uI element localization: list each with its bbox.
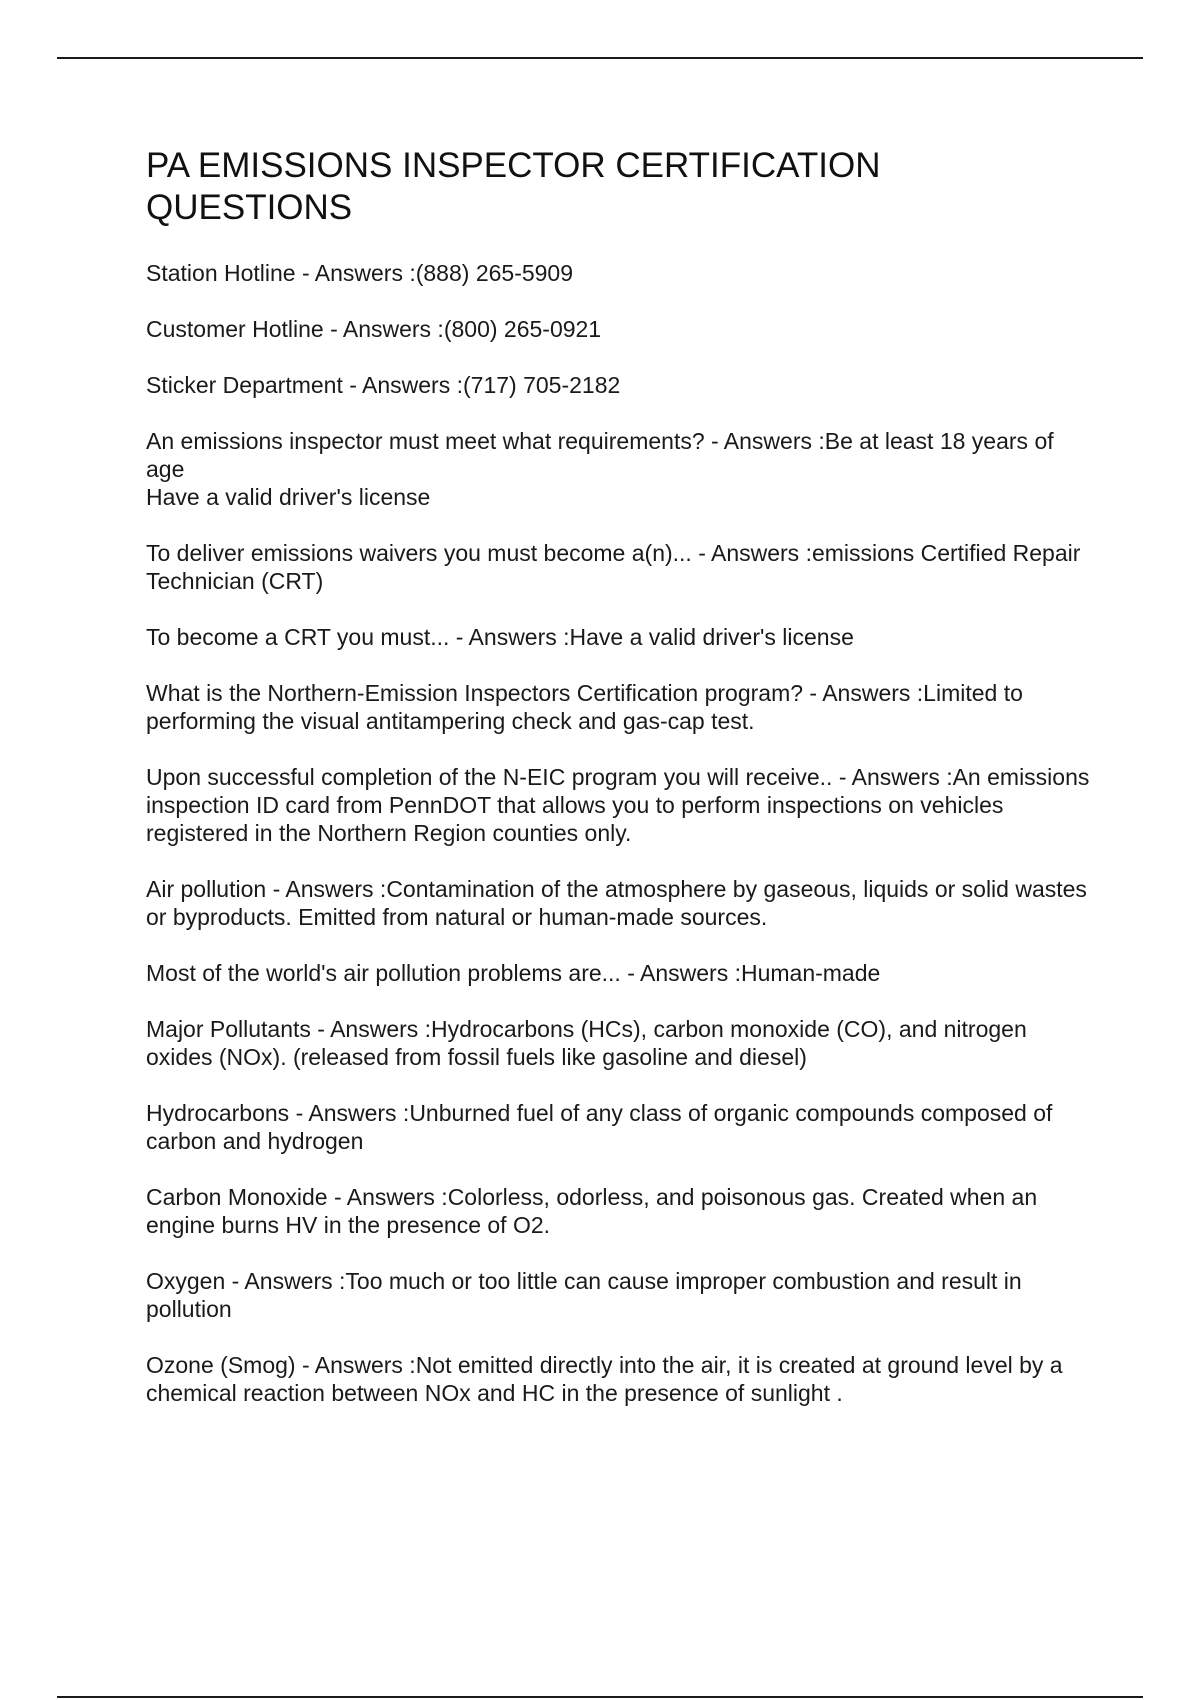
qa-item: What is the Northern-Emission Inspectors Certification program? - Answers :Limited to performing the visual antitampering check and gas-cap test. bbox=[146, 680, 1023, 734]
qa-item: Upon successful completion of the N-EIC program you will receive.. - Answers :An emissions inspection ID card from PennDOT that allows you to perform inspections on vehicles registered in the Northern Region counties only. bbox=[146, 764, 1090, 846]
qa-item: Hydrocarbons - Answers :Unburned fuel of any class of organic compounds composed of carbon and hydrogen bbox=[146, 1100, 1053, 1154]
bottom-rule bbox=[57, 1696, 1143, 1698]
qa-list bbox=[146, 259, 1092, 1407]
page-title: PA EMISSIONS INSPECTOR CERTIFICATION QUESTIONS bbox=[146, 146, 881, 227]
qa-item: Station Hotline - Answers :(888) 265-5909 bbox=[146, 260, 574, 286]
qa-item: To become a CRT you must... - Answers :Have a valid driver's license bbox=[146, 624, 854, 650]
qa-item: An emissions inspector must meet what requirements? - Answers :Be at least 18 years of age Have a valid driver's license bbox=[146, 428, 1054, 510]
qa-item: Sticker Department - Answers :(717) 705-2182 bbox=[146, 372, 621, 398]
qa-item: Major Pollutants - Answers :Hydrocarbons (HCs), carbon monoxide (CO), and nitrogen oxides (NOx). (released from fossil fuels like gasoline and diesel) bbox=[146, 1016, 1027, 1070]
document-body bbox=[146, 145, 1092, 1435]
top-rule bbox=[57, 57, 1143, 59]
qa-item: Oxygen - Answers :Too much or too little can cause improper combustion and result in pollution bbox=[146, 1268, 1022, 1322]
qa-item: Customer Hotline - Answers :(800) 265-0921 bbox=[146, 316, 602, 342]
qa-item: Most of the world's air pollution problems are... - Answers :Human-made bbox=[146, 960, 881, 986]
qa-item: Carbon Monoxide - Answers :Colorless, odorless, and poisonous gas. Created when an engine burns HV in the presence of O2. bbox=[146, 1184, 1038, 1238]
qa-item: Ozone (Smog) - Answers :Not emitted directly into the air, it is created at ground level by a chemical reaction between NOx and HC in the presence of sunlight . bbox=[146, 1352, 1063, 1406]
qa-item: To deliver emissions waivers you must become a(n)... - Answers :emissions Certified Repair Technician (CRT) bbox=[146, 540, 1081, 594]
qa-item: Air pollution - Answers :Contamination of the atmosphere by gaseous, liquids or solid wastes or byproducts. Emitted from natural or human-made sources. bbox=[146, 876, 1087, 930]
